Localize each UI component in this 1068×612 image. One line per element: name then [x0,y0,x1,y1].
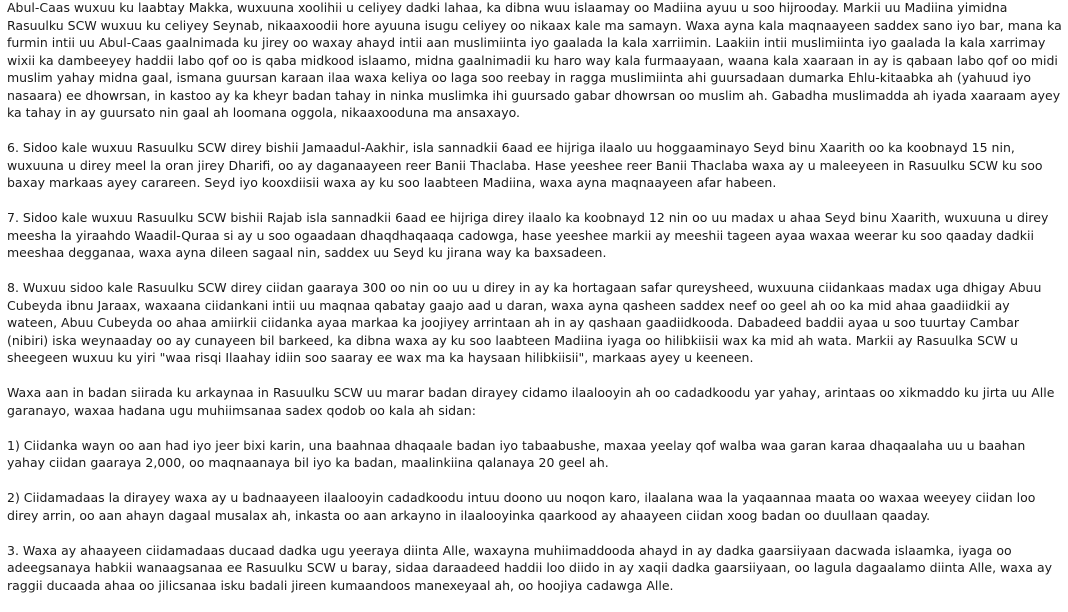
paragraph-6: 6. Sidoo kale wuxuu Rasuulku SCW direy bishii Jamaadul-Aakhir, isla sannadkii 6aad ee hijriga ilaalo uu hoggaaminayo Seyd binu Xaarith oo ka koobnayd 15 nin, wuxuuna u direy meel la oran jirey Dharifi, oo ay daganaayeen reer Banii Thaclaba. Hase yeeshee reer Banii Thaclaba waxa ay u maleeyeen in Rasuulku SCW ku soo baxay markaas ayey carareen. Seyd iyo kooxdiisii waxa ay ku soo laabteen Madiina, waxa ayna maqnaayeen afar habeen. [7,140,1043,190]
paragraph-point-3: 3. Waxa ay ahaayeen ciidamadaas ducaad dadka ugu yeeraya diinta Alle, waxayna muhiimaddooda ahayd in ay dadka gaarsiiyaan dacwada islaamka, iyaga oo adeegsanaya habkii wanaagsanaa ee Rasuulku SCW u baray, sidaa daraadeed haddii loo diido in ay xaqii dadka gaarsiiyaan, oo lagula dagaalamo diinta Alle, waxa ay raggii ducaada ahaa oo jilicsanaa isku badali jireen kumaandoos manexeyaal ah, oo hoojiya cadawga Alle. [7,542,1053,593]
paragraph-summary-intro: Waxa aan in badan siirada ku arkaynaa in Rasuulku SCW uu marar badan dirayey cidamo ilaalooyin ah oo cadadkoodu yar yahay, arintaas oo xikmaddo ku jirta uu Alle garanayo, waxaa hadana ugu muhiimsanaa sadex qodob oo kala ah sidan: [7,385,1055,418]
article-body [7,0,1063,612]
paragraph-abul-caas: Abul-Caas wuxuu ku laabtay Makka, wuxuuna xoolihii u celiyey dadki lahaa, ka dibna wuu islaamay oo Madiina ayuu u soo hijrooday. Markii uu Madiina yimidna Rasuulku SCW wuxuu ku celiyey Seynab, nikaaxoodii hore ayuuna isugu celiyey oo nikaax kale ma samayn. Waxa ayna kala maqnaayeen saddex sano iyo bar, mana ka furmin intii uu Abul-Caas gaalnimada ku jirey oo waxay ahayd intii aan muslimiinta iyo gaalada la kala xarriimin. Laakiin intii muslimiinta iyo gaalada la kala xarrimay wixii ka dambeeyey haddii labo qof oo is qaba midkood islaamo, midna gaalnimadii ku haro way kala furmaayaan, waana kala xaaraan in ay is qabaan labo qof oo midi muslim yahay midna gaal, ismana guursan karaan ilaa waxa keliya oo laga soo reebay in ragga muslimiinta ahi guursadaan dumarka Ehlu-kitaabka ah (yahuud iyo nasaara) ee dhowrsan, in kastoo ay ka kheyr badan tahay in ninka muslimka ihi guursado gabar dhowrsan oo muslim ah. Gabadha muslimadda ah iyada xaaraam ayey ka tahay in ay guursato nin gaal ah loomana oggola, nikaaxooduna ma ansaxayo. [7,0,1062,120]
paragraph-point-1: 1) Ciidanka wayn oo aan had iyo jeer bixi karin, una baahnaa dhaqaale badan iyo tabaabushe, maxaa yeelay qof walba waa garan karaa dhaqaalaha uu u baahan yahay ciidan gaaraya 2,000, oo maqnaanaya bil iyo ka badan, maalinkiina qalanaya 20 geel ah. [7,437,1026,470]
paragraph-8: 8. Wuxuu sidoo kale Rasuulku SCW direy ciidan gaaraya 300 oo nin oo uu u direy in ay ka hortagaan safar qureysheed, wuxuuna ciidankaas madax uga dhigay Abuu Cubeyda ibnu Jaraax, waxaana ciidankani intii uu maqnaa qabatay gaajo aad u daran, waxa ayna qasheen saddex neef oo geel ah oo ka mid ahaa gaadiidkii ay wateen, Abuu Cubeyda oo ahaa amiirkii ciidanka ayaa markaa ka joojiyey arrintaan ah in ay qashaan gaadiidkooda. Dabadeed baddii ayaa u soo tuurtay Cambar (nibiri) iska weynaaday oo ay cunayeen bil barkeed, ka dibna waxa ay ku soo laabteen Madiina iyaga oo hilibkiisii wax ka mid ah wata. Markii ay Rasuulka SCW u sheegeen wuxuu ku yiri "waa risqi Ilaahay idiin soo saaray ee wax ma ka haysaan hilibkiisii", markaas ayey u keeneen. [7,280,1042,365]
paragraph-7: 7. Sidoo kale wuxuu Rasuulku SCW bishii Rajab isla sannadkii 6aad ee hijriga direy ilaalo ka koobnayd 12 nin oo uu madax u ahaa Seyd binu Xaarith, wuxuuna u direy meesha la yiraahdo Waadil-Quraa si ay u soo ogaadaan dhaqdhaqaaqa cadowga, hase yeeshee markii ay meeshii tageen ayaa waxaa weerar ku soo qaaday dadkii meeshaa degganaa, waxa ayna dileen sagaal nin, saddex uu Seyd ku jirana way ka baxsadeen. [7,210,1049,260]
paragraph-point-2: 2) Ciidamadaas la dirayey waxa ay u badnaayeen ilaalooyin cadadkoodu intuu doono uu noqon karo, ilaalana waa la yaqaannaa maata oo waxaa weeyey ciidan loo direy arrin, oo aan ahayn dagaal musalax ah, inkasta oo aan arkayno in ilaalooyinka qaarkood ay ahaayeen ciidan xoog badan oo duullaan qaaday. [7,490,1036,523]
